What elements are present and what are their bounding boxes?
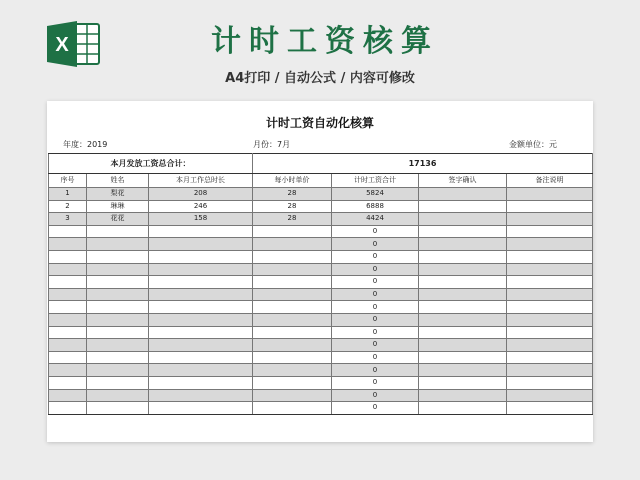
table-cell[interactable]	[507, 250, 593, 263]
table-cell[interactable]	[419, 389, 507, 402]
table-cell[interactable]: 0	[332, 339, 419, 352]
table-cell[interactable]	[419, 238, 507, 251]
table-row	[49, 250, 593, 263]
table-cell[interactable]: 0	[332, 288, 419, 301]
table-cell[interactable]	[149, 351, 253, 364]
unit-label: 金额单位：元	[509, 140, 557, 149]
table-cell[interactable]	[419, 313, 507, 326]
table-cell[interactable]: 0	[332, 263, 419, 276]
table-cell[interactable]	[49, 263, 87, 276]
table-cell[interactable]	[419, 250, 507, 263]
table-cell[interactable]	[49, 402, 87, 415]
table-cell[interactable]	[507, 225, 593, 238]
table-cell[interactable]: 246	[149, 200, 253, 213]
table-row	[49, 276, 593, 289]
table-cell[interactable]: 琳琳	[87, 200, 149, 213]
table-row	[49, 263, 593, 276]
table-cell[interactable]	[49, 351, 87, 364]
page-title: 计时工资核算	[211, 24, 439, 59]
table-cell[interactable]: 3	[49, 213, 87, 226]
table-cell[interactable]	[419, 188, 507, 201]
table-cell[interactable]	[87, 263, 149, 276]
table-cell[interactable]	[419, 200, 507, 213]
column-header: 姓名	[87, 174, 149, 188]
column-header: 计时工资合计	[332, 174, 419, 188]
table-cell[interactable]	[149, 263, 253, 276]
table-cell[interactable]	[507, 200, 593, 213]
table-row	[49, 288, 593, 301]
year-label: 年度：2019	[63, 140, 108, 149]
table-cell[interactable]	[49, 376, 87, 389]
table-cell[interactable]: 0	[332, 351, 419, 364]
table-cell[interactable]: 0	[332, 225, 419, 238]
table-row	[49, 326, 593, 339]
column-header: 序号	[49, 174, 87, 188]
table-cell[interactable]	[253, 263, 332, 276]
table-cell[interactable]	[507, 389, 593, 402]
table-cell[interactable]	[49, 238, 87, 251]
table-cell[interactable]	[149, 301, 253, 314]
table-cell[interactable]	[87, 402, 149, 415]
logo-letter: X	[55, 34, 69, 56]
table-cell[interactable]	[149, 389, 253, 402]
table-cell[interactable]	[507, 351, 593, 364]
table-cell[interactable]: 梨花	[87, 188, 149, 201]
column-header: 签字确认	[419, 174, 507, 188]
table-cell[interactable]	[87, 238, 149, 251]
table-cell[interactable]	[49, 250, 87, 263]
table-cell[interactable]: 0	[332, 389, 419, 402]
table-cell[interactable]: 2	[49, 200, 87, 213]
table-cell[interactable]	[49, 339, 87, 352]
table-cell[interactable]	[253, 288, 332, 301]
table-row	[49, 339, 593, 352]
table-cell[interactable]: 28	[253, 188, 332, 201]
table-cell[interactable]	[419, 351, 507, 364]
table-cell[interactable]	[87, 288, 149, 301]
table-cell[interactable]	[87, 313, 149, 326]
table-cell[interactable]	[49, 313, 87, 326]
table-cell[interactable]	[253, 389, 332, 402]
table-cell[interactable]	[149, 225, 253, 238]
table-cell[interactable]: 4424	[332, 213, 419, 226]
table-cell[interactable]	[49, 389, 87, 402]
table-cell[interactable]	[253, 276, 332, 289]
table-cell[interactable]	[507, 402, 593, 415]
summary-value: 17136	[253, 154, 593, 174]
table-row	[49, 389, 593, 402]
table-cell[interactable]	[87, 364, 149, 377]
table-cell[interactable]	[507, 301, 593, 314]
table-cell[interactable]	[49, 364, 87, 377]
excel-logo-icon	[45, 20, 101, 68]
table-cell[interactable]	[253, 326, 332, 339]
table-cell[interactable]	[49, 326, 87, 339]
table-cell[interactable]	[507, 339, 593, 352]
table-cell[interactable]: 0	[332, 313, 419, 326]
table-cell[interactable]	[507, 326, 593, 339]
table-cell[interactable]	[149, 250, 253, 263]
table-cell[interactable]	[507, 238, 593, 251]
table-cell[interactable]	[507, 364, 593, 377]
table-cell[interactable]	[253, 250, 332, 263]
table-cell[interactable]: 0	[332, 326, 419, 339]
page-subtitle: A4打印 / 自动公式 / 内容可修改	[225, 71, 415, 86]
table-cell[interactable]	[253, 339, 332, 352]
table-cell[interactable]: 208	[149, 188, 253, 201]
table-row	[49, 301, 593, 314]
sheet-title: 计时工资自动化核算	[265, 116, 374, 130]
table-row	[49, 213, 593, 226]
table-row	[49, 376, 593, 389]
table-cell[interactable]	[253, 351, 332, 364]
table-cell[interactable]	[507, 188, 593, 201]
table-cell[interactable]	[253, 376, 332, 389]
table-cell[interactable]	[253, 313, 332, 326]
table-cell[interactable]: 0	[332, 276, 419, 289]
table-cell[interactable]	[149, 288, 253, 301]
table-cell[interactable]	[149, 402, 253, 415]
table-cell[interactable]	[507, 263, 593, 276]
table-cell[interactable]	[253, 225, 332, 238]
table-cell[interactable]	[149, 276, 253, 289]
table-cell[interactable]: 28	[253, 213, 332, 226]
table-cell[interactable]: 0	[332, 364, 419, 377]
table-cell[interactable]	[87, 389, 149, 402]
table-cell[interactable]	[253, 364, 332, 377]
wage-table	[48, 153, 593, 415]
table-row	[49, 364, 593, 377]
table-cell[interactable]	[87, 225, 149, 238]
table-cell[interactable]	[87, 276, 149, 289]
table-row	[49, 238, 593, 251]
table-cell[interactable]	[419, 225, 507, 238]
table-row	[49, 402, 593, 415]
summary-row	[49, 154, 593, 174]
table-cell[interactable]: 0	[332, 238, 419, 251]
table-cell[interactable]	[253, 402, 332, 415]
table-cell[interactable]	[507, 276, 593, 289]
table-cell[interactable]	[87, 250, 149, 263]
table-cell[interactable]	[419, 339, 507, 352]
table-cell[interactable]	[49, 276, 87, 289]
table-cell[interactable]: 1	[49, 188, 87, 201]
table-cell[interactable]	[419, 364, 507, 377]
table-cell[interactable]	[507, 313, 593, 326]
table-cell[interactable]: 6888	[332, 200, 419, 213]
spreadsheet-preview	[47, 101, 593, 442]
table-cell[interactable]	[149, 313, 253, 326]
table-row	[49, 200, 593, 213]
table-cell[interactable]	[419, 276, 507, 289]
table-cell[interactable]: 0	[332, 402, 419, 415]
table-cell[interactable]	[419, 402, 507, 415]
table-cell[interactable]	[49, 301, 87, 314]
table-cell[interactable]	[419, 376, 507, 389]
column-header: 备注说明	[507, 174, 593, 188]
table-cell[interactable]	[507, 288, 593, 301]
table-cell[interactable]	[149, 376, 253, 389]
table-cell[interactable]	[419, 326, 507, 339]
table-cell[interactable]	[419, 288, 507, 301]
table-row	[49, 351, 593, 364]
column-header: 本月工作总时长	[149, 174, 253, 188]
table-cell[interactable]	[87, 301, 149, 314]
table-cell[interactable]	[253, 301, 332, 314]
table-cell[interactable]: 28	[253, 200, 332, 213]
table-cell[interactable]	[87, 351, 149, 364]
table-cell[interactable]	[253, 238, 332, 251]
table-cell[interactable]	[419, 263, 507, 276]
header-row	[49, 174, 593, 188]
table-cell[interactable]	[149, 364, 253, 377]
table-cell[interactable]: 0	[332, 376, 419, 389]
table-cell[interactable]	[149, 326, 253, 339]
month-label: 月份：7月	[253, 140, 291, 149]
table-cell[interactable]	[419, 301, 507, 314]
table-cell[interactable]: 5824	[332, 188, 419, 201]
table-row	[49, 225, 593, 238]
table-cell[interactable]: 0	[332, 301, 419, 314]
table-cell[interactable]: 花花	[87, 213, 149, 226]
summary-label: 本月发放工资总合计：	[49, 154, 253, 174]
table-cell[interactable]	[87, 339, 149, 352]
table-cell[interactable]	[507, 376, 593, 389]
table-cell[interactable]	[87, 376, 149, 389]
table-cell[interactable]	[507, 213, 593, 226]
table-row	[49, 313, 593, 326]
table-cell[interactable]	[149, 238, 253, 251]
table-cell[interactable]	[419, 213, 507, 226]
table-cell[interactable]	[87, 326, 149, 339]
table-cell[interactable]	[49, 288, 87, 301]
table-cell[interactable]: 0	[332, 250, 419, 263]
table-cell[interactable]: 158	[149, 213, 253, 226]
table-cell[interactable]	[49, 225, 87, 238]
column-header: 每小时单价	[253, 174, 332, 188]
table-row	[49, 188, 593, 201]
table-cell[interactable]	[149, 339, 253, 352]
